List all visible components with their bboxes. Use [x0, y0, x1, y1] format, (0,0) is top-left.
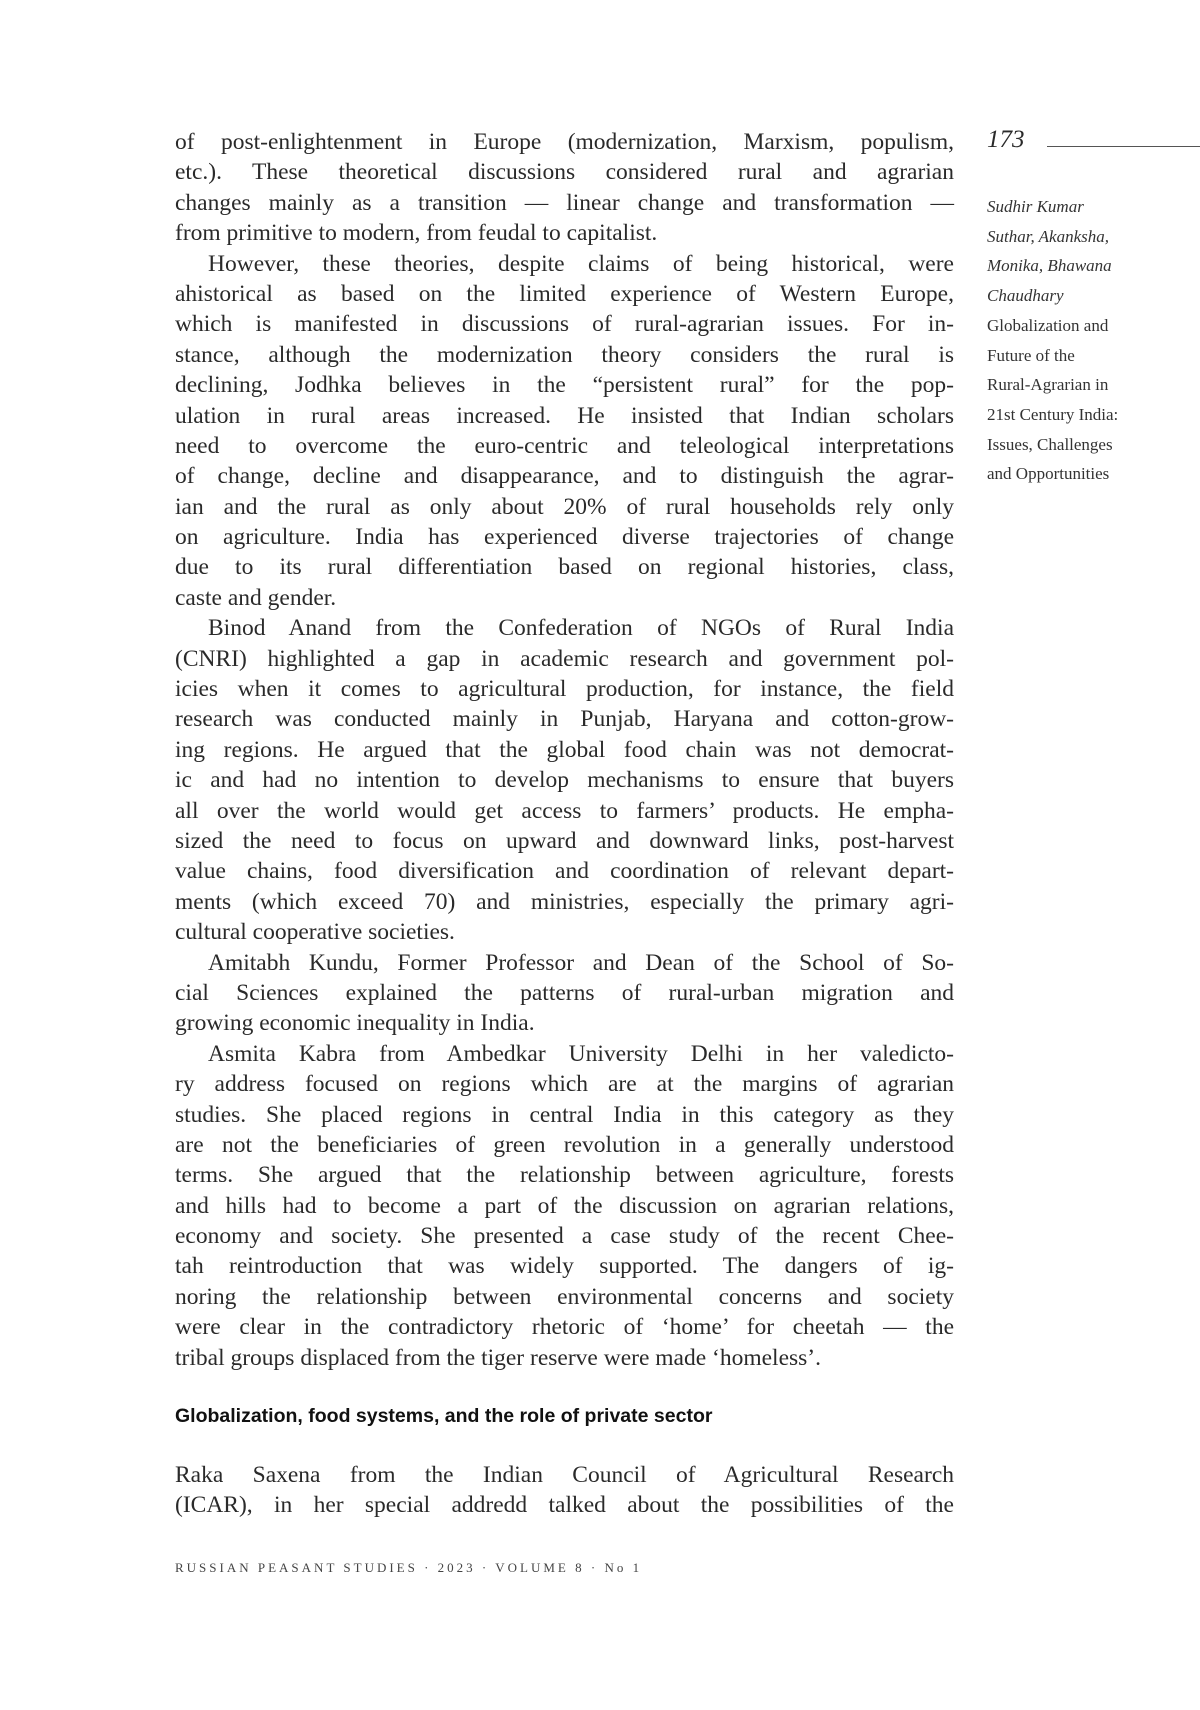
paragraph: [175, 249, 954, 614]
sidebar-line: 21st Century India:: [987, 400, 1187, 430]
text-line: ry address focused on regions which are at the margins of agrarian: [175, 1069, 954, 1099]
text-line: caste and gender.: [175, 583, 954, 613]
text-line: changes mainly as a transition — linear change and transformation —: [175, 188, 954, 218]
text-line: all over the world would get access to farmers’ products. He empha-: [175, 796, 954, 826]
text-line: of change, decline and disappearance, and to distinguish the agrar-: [175, 461, 954, 491]
sidebar-line: Rural-Agrarian in: [987, 370, 1187, 400]
page-number: 173: [987, 126, 1025, 154]
section-body-text: [175, 1460, 954, 1521]
text-line: need to overcome the euro-centric and teleological interpretations: [175, 431, 954, 461]
text-line: ments (which exceed 70) and ministries, especially the primary agri-: [175, 887, 954, 917]
text-line: (ICAR), in her special addredd talked about the possibilities of the: [175, 1490, 954, 1520]
sidebar-line: Sudhir Kumar: [987, 192, 1187, 222]
text-line: (CNRI) highlighted a gap in academic research and government pol-: [175, 644, 954, 674]
paragraph: [175, 1039, 954, 1373]
sidebar-authors: [987, 192, 1187, 311]
text-line: Amitabh Kundu, Former Professor and Dean of the School of So-: [175, 948, 954, 978]
text-line: research was conducted mainly in Punjab, Haryana and cotton-grow-: [175, 704, 954, 734]
text-line: economy and society. She presented a case study of the recent Chee-: [175, 1221, 954, 1251]
text-line: ulation in rural areas increased. He insisted that Indian scholars: [175, 401, 954, 431]
journal-footer: RUSSIAN PEASANT STUDIES · 2023 · VOLUME 8 · No 1: [175, 1560, 642, 1576]
text-line: noring the relationship between environmental concerns and society: [175, 1282, 954, 1312]
body-text: [175, 127, 954, 1373]
paragraph: [175, 948, 954, 1039]
text-line: etc.). These theoretical discussions considered rural and agrarian: [175, 157, 954, 187]
text-line: on agriculture. India has experienced diverse trajectories of change: [175, 522, 954, 552]
section-heading: Globalization, food systems, and the role of private sector: [175, 1405, 712, 1428]
text-line: from primitive to modern, from feudal to capitalist.: [175, 218, 954, 248]
text-line: value chains, food diversification and coordination of relevant depart-: [175, 856, 954, 886]
sidebar-line: Issues, Challenges: [987, 430, 1187, 460]
paragraph: [175, 613, 954, 947]
text-line: ing regions. He argued that the global food chain was not democrat-: [175, 735, 954, 765]
sidebar-line: Chaudhary: [987, 281, 1187, 311]
text-line: studies. She placed regions in central India in this category as they: [175, 1100, 954, 1130]
text-line: ic and had no intention to develop mechanisms to ensure that buyers: [175, 765, 954, 795]
text-line: tribal groups displaced from the tiger reserve were made ‘homeless’.: [175, 1343, 954, 1373]
text-line: of post-enlightenment in Europe (modernization, Marxism, populism,: [175, 127, 954, 157]
text-line: which is manifested in discussions of rural-agrarian issues. For in-: [175, 309, 954, 339]
text-line: ahistorical as based on the limited experience of Western Europe,: [175, 279, 954, 309]
text-line: Raka Saxena from the Indian Council of Agricultural Research: [175, 1460, 954, 1490]
sidebar-line: Monika, Bhawana: [987, 251, 1187, 281]
sidebar-line: Future of the: [987, 341, 1187, 371]
header-rule: [1047, 146, 1200, 147]
text-line: stance, although the modernization theory considers the rural is: [175, 340, 954, 370]
text-line: and hills had to become a part of the discussion on agrarian relations,: [175, 1191, 954, 1221]
text-line: cultural cooperative societies.: [175, 917, 954, 947]
paragraph: [175, 127, 954, 249]
sidebar-line: Suthar, Akanksha,: [987, 222, 1187, 252]
text-line: terms. She argued that the relationship between agriculture, forests: [175, 1160, 954, 1190]
sidebar-article-title: [987, 311, 1187, 489]
text-line: tah reintroduction that was widely supported. The dangers of ig-: [175, 1251, 954, 1281]
running-sidebar: [987, 192, 1187, 489]
sidebar-line: Globalization and: [987, 311, 1187, 341]
text-line: growing economic inequality in India.: [175, 1008, 954, 1038]
text-line: sized the need to focus on upward and downward links, post-harvest: [175, 826, 954, 856]
text-line: icies when it comes to agricultural production, for instance, the field: [175, 674, 954, 704]
text-line: Asmita Kabra from Ambedkar University Delhi in her valedicto-: [175, 1039, 954, 1069]
text-line: Binod Anand from the Confederation of NGOs of Rural India: [175, 613, 954, 643]
text-line: cial Sciences explained the patterns of rural-urban migration and: [175, 978, 954, 1008]
text-line: ian and the rural as only about 20% of rural households rely only: [175, 492, 954, 522]
text-line: declining, Jodhka believes in the “persistent rural” for the pop-: [175, 370, 954, 400]
text-line: due to its rural differentiation based on regional histories, class,: [175, 552, 954, 582]
text-line: However, these theories, despite claims of being historical, were: [175, 249, 954, 279]
text-line: are not the beneficiaries of green revolution in a generally understood: [175, 1130, 954, 1160]
text-line: were clear in the contradictory rhetoric of ‘home’ for cheetah — the: [175, 1312, 954, 1342]
sidebar-line: and Opportunities: [987, 459, 1187, 489]
